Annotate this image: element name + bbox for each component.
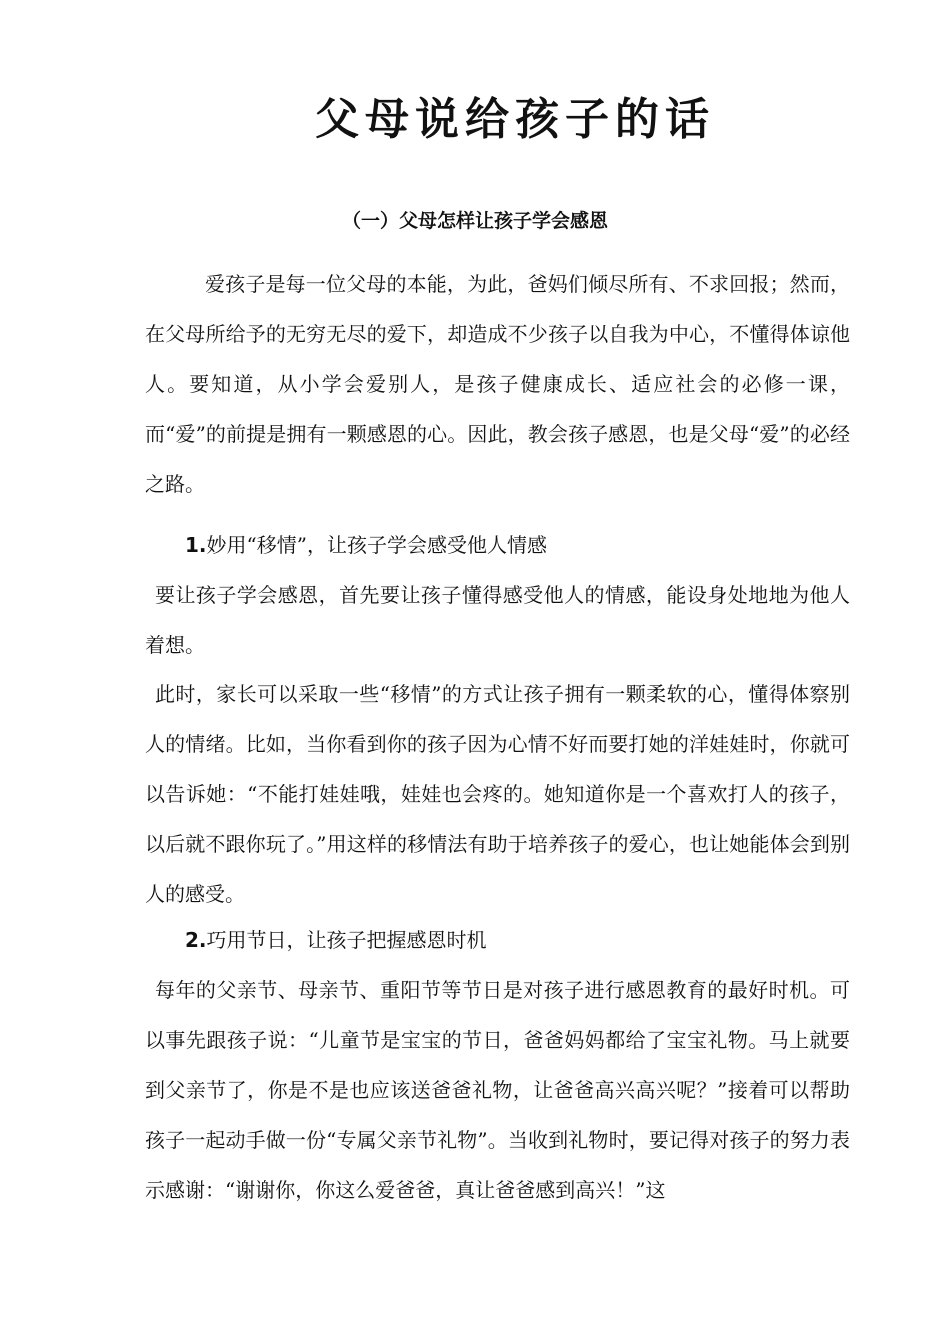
section-1-heading-text: 妙用“移情”，让孩子学会感受他人情感 xyxy=(206,533,547,557)
section-2-heading xyxy=(185,915,845,965)
intro-paragraph: 爱孩子是每一位父母的本能，为此，爸妈们倾尽所有、不求回报；然而，在父母所给予的无穷无尽的爱下，却造成不少孩子以自我为中心，不懂得体谅他人。要知道，从小学会爱别人，是孩子健康成长、适应社会的必修一课，而“爱”的前提是拥有一颗感恩的心。因此，教会孩子感恩，也是父母“爱”的必经之路。 xyxy=(145,272,850,496)
section-1-paragraph-b: 此时，家长可以采取一些“移情”的方式让孩子拥有一颗柔软的心，懂得体察别人的情绪。比如，当你看到你的孩子因为心情不好而要打她的洋娃娃时，你就可以告诉她：“不能打娃娃哦，娃娃也会疼的。她知道你是一个喜欢打人的孩子，以后就不跟你玩了。”用这样的移情法有助于培养孩子的爱心，也让她能体会到别人的感受。 xyxy=(145,682,850,906)
section-subtitle: （一）父母怎样让孩子学会感恩 xyxy=(341,210,608,232)
document-title: 父母说给孩子的话 xyxy=(315,94,715,145)
section-1-paragraph-a: 要让孩子学会感恩，首先要让孩子懂得感受他人的情感，能设身处地地为他人着想。 xyxy=(145,583,850,657)
section-2-number: 2. xyxy=(185,928,207,952)
section-2-heading-text: 巧用节日，让孩子把握感恩时机 xyxy=(206,928,487,952)
section-1-heading xyxy=(185,520,845,570)
section-2-paragraph-a: 每年的父亲节、母亲节、重阳节等节日是对孩子进行感恩教育的最好时机。可以事先跟孩子说：“儿童节是宝宝的节日，爸爸妈妈都给了宝宝礼物。马上就要到父亲节了，你是不是也应该送爸爸礼物，让爸爸高兴高兴呢？”接着可以帮助孩子一起动手做一份“专属父亲节礼物”。当收到礼物时，要记得对孩子的努力表示感谢：“谢谢你，你这么爱爸爸，真让爸爸感到高兴！”这 xyxy=(145,978,850,1202)
section-1-number: 1. xyxy=(185,533,207,557)
